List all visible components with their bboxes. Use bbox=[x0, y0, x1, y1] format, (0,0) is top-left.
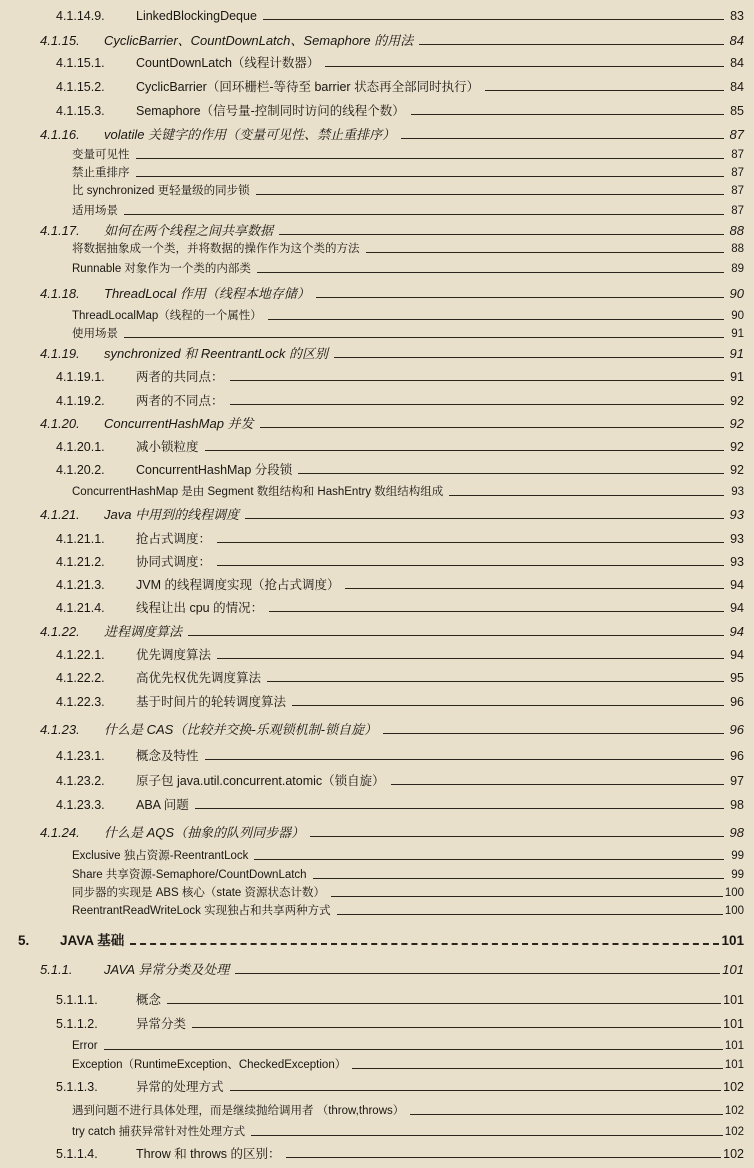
toc-page-number: 87 bbox=[731, 149, 744, 161]
toc-entry-number: 4.1.18. bbox=[40, 286, 80, 301]
toc-entry[interactable] bbox=[0, 346, 754, 362]
toc-page-number: 102 bbox=[723, 1080, 744, 1094]
toc-leader-line bbox=[136, 158, 725, 159]
toc-entry[interactable] bbox=[0, 992, 754, 1008]
toc-page-number: 101 bbox=[724, 1040, 744, 1052]
toc-entry-number: 4.1.19. bbox=[40, 346, 80, 361]
toc-entry-title: 将数据抽象成一个类，并将数据的操作作为这个类的方法 bbox=[72, 243, 360, 255]
toc-leader-line bbox=[217, 542, 724, 543]
toc-entry-number: 4.1.17. bbox=[40, 223, 80, 238]
toc-entry[interactable] bbox=[0, 326, 754, 342]
toc-entry-title: try catch 捕获异常针对性处理方式 bbox=[72, 1126, 246, 1138]
toc-entry-title: 禁止重排序 bbox=[72, 167, 130, 179]
toc-page-number: 100 bbox=[724, 905, 744, 917]
toc-page-number: 92 bbox=[730, 463, 744, 477]
toc-entry-number: 4.1.15.3. bbox=[56, 104, 105, 118]
toc-page-number: 94 bbox=[730, 601, 744, 615]
toc-entry-number: 4.1.15.2. bbox=[56, 80, 105, 94]
toc-entry[interactable] bbox=[0, 848, 754, 864]
toc-leader-line bbox=[217, 658, 724, 659]
toc-page-number: 84 bbox=[730, 80, 744, 94]
toc-entry[interactable] bbox=[0, 600, 754, 616]
toc-entry-title: 概念及特性 bbox=[136, 749, 199, 763]
toc-page-number: 93 bbox=[730, 555, 744, 569]
toc-entry-title: 适用场景 bbox=[72, 205, 118, 217]
toc-page-number: 98 bbox=[730, 798, 744, 812]
toc-leader-line bbox=[292, 705, 724, 706]
toc-entry-title: 概念 bbox=[136, 993, 162, 1007]
toc-entry[interactable] bbox=[0, 507, 754, 523]
toc-entry[interactable] bbox=[0, 286, 754, 302]
toc-leader-line bbox=[419, 44, 724, 45]
toc-page-number: 91 bbox=[729, 346, 744, 361]
toc-entry-title: 变量可见性 bbox=[72, 149, 130, 161]
toc-page-number: 100 bbox=[724, 887, 744, 899]
toc-page-number: 84 bbox=[730, 56, 744, 70]
toc-entry-title: JAVA 异常分类及处理 bbox=[104, 962, 230, 977]
toc-leader-line bbox=[449, 495, 724, 496]
toc-entry-number: 4.1.14.9. bbox=[56, 9, 105, 23]
toc-page-number: 91 bbox=[731, 328, 744, 340]
toc-entry[interactable] bbox=[0, 531, 754, 547]
toc-entry-title: 比 synchronized 更轻量级的同步锁 bbox=[72, 185, 250, 197]
toc-entry-number: 4.1.22.1. bbox=[56, 648, 105, 662]
toc-leader-line bbox=[267, 681, 724, 682]
toc-entry-title: ReentrantReadWriteLock 实现独占和共享两种方式 bbox=[72, 905, 331, 917]
toc-entry[interactable] bbox=[0, 1016, 754, 1032]
toc-page-number: 97 bbox=[730, 774, 744, 788]
toc-leader-line bbox=[411, 114, 724, 115]
toc-entry-title: Exception（RuntimeException、CheckedException） bbox=[72, 1059, 347, 1071]
toc-entry[interactable] bbox=[0, 554, 754, 570]
toc-entry[interactable] bbox=[0, 647, 754, 663]
toc-entry-number: 4.1.21.1. bbox=[56, 532, 105, 546]
toc-entry-number: 4.1.21. bbox=[40, 507, 80, 522]
toc-entry-title: CountDownLatch（线程计数器） bbox=[136, 56, 320, 70]
toc-entry-number: 5. bbox=[18, 933, 30, 948]
toc-page-number: 101 bbox=[723, 1017, 744, 1031]
toc-leader-line bbox=[260, 427, 724, 428]
toc-entry-title: CyclicBarrier（回环栅栏-等待至 barrier 状态再全部同时执行） bbox=[136, 80, 480, 94]
toc-leader-line bbox=[195, 808, 724, 809]
toc-entry-number: 4.1.21.3. bbox=[56, 578, 105, 592]
toc-leader-line bbox=[313, 878, 724, 879]
toc-entry[interactable] bbox=[0, 165, 754, 181]
toc-entry-title: 使用场景 bbox=[72, 328, 118, 340]
toc-page-number: 101 bbox=[724, 1059, 744, 1071]
toc-entry-title: synchronized 和 ReentrantLock 的区别 bbox=[104, 346, 328, 361]
toc-entry[interactable] bbox=[0, 33, 754, 49]
toc-page-number: 94 bbox=[729, 624, 744, 639]
toc-entry-title: ConcurrentHashMap 并发 bbox=[104, 416, 254, 431]
toc-page-number: 85 bbox=[730, 104, 744, 118]
toc-entry[interactable] bbox=[0, 773, 754, 789]
toc-entry-title: Share 共享资源-Semaphore/CountDownLatch bbox=[72, 869, 307, 881]
toc-page-number: 99 bbox=[731, 850, 744, 862]
toc-leader-line bbox=[316, 297, 724, 298]
toc-entry[interactable] bbox=[0, 962, 754, 978]
toc-page-number: 87 bbox=[731, 205, 744, 217]
toc-leader-line bbox=[269, 611, 724, 612]
toc-page-number: 89 bbox=[731, 263, 744, 275]
toc-entry[interactable] bbox=[0, 103, 754, 119]
toc-entry-title: Exclusive 独占资源-ReentrantLock bbox=[72, 850, 249, 862]
toc-entry-number: 4.1.23.2. bbox=[56, 774, 105, 788]
toc-entry-number: 4.1.24. bbox=[40, 825, 80, 840]
toc-page-number: 96 bbox=[730, 749, 744, 763]
toc-entry[interactable] bbox=[0, 885, 754, 901]
toc-leader-line bbox=[334, 357, 724, 358]
toc-entry-title: Error bbox=[72, 1040, 98, 1052]
toc-entry[interactable] bbox=[0, 903, 754, 919]
toc-page-number: 99 bbox=[731, 869, 744, 881]
toc-entry-title: 抢占式调度： bbox=[136, 532, 212, 546]
toc-page-number: 93 bbox=[730, 532, 744, 546]
toc-page-number: 102 bbox=[724, 1105, 744, 1117]
toc-entry-title: 什么是 AQS（抽象的队列同步器） bbox=[104, 825, 305, 840]
toc-entry-number: 5.1.1.2. bbox=[56, 1017, 98, 1031]
toc-leader-line bbox=[245, 518, 724, 519]
toc-page-number: 101 bbox=[721, 933, 744, 948]
toc-page-number: 90 bbox=[729, 286, 744, 301]
toc-leader-line bbox=[104, 1049, 723, 1050]
toc-entry-number: 5.1.1.3. bbox=[56, 1080, 98, 1094]
toc-entry[interactable] bbox=[0, 183, 754, 199]
toc-leader-line bbox=[345, 588, 724, 589]
toc-page-number: 84 bbox=[729, 33, 744, 48]
toc-page-number: 92 bbox=[730, 394, 744, 408]
toc-entry-number: 4.1.15.1. bbox=[56, 56, 105, 70]
toc-leader-line bbox=[167, 1003, 721, 1004]
toc-entry-title: JVM 的线程调度实现（抢占式调度） bbox=[136, 578, 340, 592]
toc-entry-title: 协同式调度： bbox=[136, 555, 212, 569]
toc-entry-number: 4.1.23.1. bbox=[56, 749, 105, 763]
toc-entry[interactable] bbox=[0, 722, 754, 738]
toc-page-number: 87 bbox=[729, 127, 744, 142]
toc-entry-title: 两者的不同点： bbox=[136, 394, 224, 408]
toc-entry[interactable] bbox=[0, 1079, 754, 1095]
toc-entry-title: 如何在两个线程之间共享数据 bbox=[104, 223, 274, 238]
toc-leader-line bbox=[286, 1157, 721, 1158]
toc-entry[interactable] bbox=[0, 797, 754, 813]
toc-leader-line bbox=[401, 138, 724, 139]
toc-entry-number: 4.1.22.3. bbox=[56, 695, 105, 709]
toc-entry[interactable] bbox=[0, 203, 754, 219]
toc-entry-title: ThreadLocalMap（线程的一个属性） bbox=[72, 310, 262, 322]
toc-entry-number: 4.1.23. bbox=[40, 722, 80, 737]
toc-entry-title: volatile 关键字的作用（变量可见性、禁止重排序） bbox=[104, 127, 396, 142]
toc-page-number: 93 bbox=[731, 486, 744, 498]
toc-entry[interactable] bbox=[0, 416, 754, 432]
toc-entry-title: 减小锁粒度 bbox=[136, 440, 199, 454]
toc-entry[interactable] bbox=[0, 624, 754, 640]
toc-entry[interactable] bbox=[0, 867, 754, 883]
toc-page-number: 101 bbox=[722, 962, 744, 977]
toc-entry-number: 4.1.16. bbox=[40, 127, 80, 142]
toc-entry-title: Java 中用到的线程调度 bbox=[104, 507, 240, 522]
toc-leader-line bbox=[391, 784, 724, 785]
toc-entry[interactable] bbox=[0, 79, 754, 95]
toc-entry[interactable] bbox=[0, 484, 754, 500]
toc-entry-number: 5.1.1.4. bbox=[56, 1147, 98, 1161]
toc-entry-title: 优先调度算法 bbox=[136, 648, 212, 662]
toc-entry[interactable] bbox=[0, 462, 754, 478]
toc-leader-line bbox=[192, 1027, 721, 1028]
toc-leader-line bbox=[279, 234, 724, 235]
toc-leader-line bbox=[257, 272, 724, 273]
toc-leader-line bbox=[310, 836, 724, 837]
toc-page-number: 83 bbox=[730, 9, 744, 23]
toc-entry-number: 4.1.20.2. bbox=[56, 463, 105, 477]
toc-entry-title: ABA 问题 bbox=[136, 798, 189, 812]
toc-entry[interactable] bbox=[0, 8, 754, 24]
toc-leader-line bbox=[136, 176, 725, 177]
toc-page-number: 94 bbox=[730, 578, 744, 592]
toc-entry[interactable] bbox=[0, 241, 754, 257]
toc-leader-line bbox=[256, 194, 724, 195]
toc-entry-number: 4.1.19.2. bbox=[56, 394, 105, 408]
toc-entry-title: 两者的共同点： bbox=[136, 370, 224, 384]
toc-entry-title: Runnable 对象作为一个类的内部类 bbox=[72, 263, 251, 275]
toc-entry[interactable] bbox=[0, 748, 754, 764]
toc-page-number: 88 bbox=[731, 243, 744, 255]
toc-entry[interactable] bbox=[0, 439, 754, 455]
toc-entry[interactable] bbox=[0, 1146, 754, 1162]
toc-entry-title: 异常分类 bbox=[136, 1017, 187, 1031]
toc-leader-line bbox=[235, 973, 720, 974]
toc-entry-number: 5.1.1.1. bbox=[56, 993, 98, 1007]
toc-leader-line bbox=[337, 914, 723, 915]
toc-page-number: 87 bbox=[731, 185, 744, 197]
toc-leader-line bbox=[230, 1090, 722, 1091]
toc-page-number: 102 bbox=[724, 1126, 744, 1138]
toc-leader-line bbox=[298, 473, 724, 474]
toc-entry-number: 4.1.22.2. bbox=[56, 671, 105, 685]
toc-entry-number: 4.1.21.2. bbox=[56, 555, 105, 569]
toc-entry-number: 4.1.21.4. bbox=[56, 601, 105, 615]
toc-leader-line bbox=[325, 66, 724, 67]
toc-leader-line bbox=[352, 1068, 723, 1069]
toc-page-number: 88 bbox=[729, 223, 744, 238]
toc-entry-number: 4.1.22. bbox=[40, 624, 80, 639]
toc-entry-title: 高优先权优先调度算法 bbox=[136, 671, 262, 685]
toc-entry-title: 异常的处理方式 bbox=[136, 1080, 224, 1094]
toc-leader-line bbox=[254, 859, 724, 860]
toc-entry-title: 进程调度算法 bbox=[104, 624, 183, 639]
toc-page-number: 90 bbox=[731, 310, 744, 322]
toc-entry[interactable] bbox=[0, 933, 754, 949]
toc-entry-title: Throw 和 throws 的区别： bbox=[136, 1147, 281, 1161]
toc-entry[interactable] bbox=[0, 369, 754, 385]
toc-entry[interactable] bbox=[0, 147, 754, 163]
toc-entry-number: 4.1.20.1. bbox=[56, 440, 105, 454]
toc-page-number: 94 bbox=[730, 648, 744, 662]
toc-entry[interactable] bbox=[0, 825, 754, 841]
toc-entry-number: 4.1.20. bbox=[40, 416, 80, 431]
toc-leader-line bbox=[230, 404, 724, 405]
toc-entry-title: 原子包 java.util.concurrent.atomic（锁自旋） bbox=[136, 774, 385, 788]
toc-page-number: 91 bbox=[730, 370, 744, 384]
toc-page-number: 96 bbox=[729, 722, 744, 737]
toc-entry-title: Semaphore（信号量-控制同时访问的线程个数） bbox=[136, 104, 405, 118]
toc-entry[interactable] bbox=[0, 393, 754, 409]
toc-leader-line bbox=[251, 1135, 723, 1136]
toc-leader-line bbox=[205, 450, 724, 451]
toc-entry-title: LinkedBlockingDeque bbox=[136, 9, 257, 23]
toc-page-number: 102 bbox=[723, 1147, 744, 1161]
toc-leader-line bbox=[205, 759, 724, 760]
toc-entry[interactable] bbox=[0, 1057, 754, 1073]
toc-entry[interactable] bbox=[0, 1124, 754, 1140]
toc-leader-line bbox=[485, 90, 724, 91]
toc-leader-line bbox=[331, 896, 723, 897]
toc-page-number: 95 bbox=[730, 671, 744, 685]
toc-entry-title: CyclicBarrier、CountDownLatch、Semaphore 的用法 bbox=[104, 33, 414, 48]
toc-page-number: 87 bbox=[731, 167, 744, 179]
toc-entry-title: ConcurrentHashMap 分段锁 bbox=[136, 463, 293, 477]
toc-entry-title: ThreadLocal 作用（线程本地存储） bbox=[104, 286, 310, 301]
toc-entry[interactable] bbox=[0, 577, 754, 593]
toc-leader-line bbox=[188, 635, 724, 636]
toc-entry[interactable] bbox=[0, 1038, 754, 1054]
toc-leader-line bbox=[130, 943, 719, 945]
toc-entry[interactable] bbox=[0, 1103, 754, 1119]
toc-entry[interactable] bbox=[0, 55, 754, 71]
toc-leader-line bbox=[124, 214, 724, 215]
toc-entry[interactable] bbox=[0, 308, 754, 324]
toc-page-number: 93 bbox=[729, 507, 744, 522]
toc-entry-number: 4.1.19.1. bbox=[56, 370, 105, 384]
toc-entry[interactable] bbox=[0, 223, 754, 239]
toc-leader-line bbox=[124, 337, 724, 338]
toc-entry-title: 什么是 CAS（比较并交换-乐观锁机制-锁自旋） bbox=[104, 722, 378, 737]
toc-entry-title: 遇到问题不进行具体处理，而是继续抛给调用者 （throw,throws） bbox=[72, 1105, 405, 1117]
toc-entry-title: 同步器的实现是 ABS 核心（state 资源状态计数） bbox=[72, 887, 326, 899]
toc-entry-number: 4.1.23.3. bbox=[56, 798, 105, 812]
toc-entry-number: 5.1.1. bbox=[40, 962, 73, 977]
toc-leader-line bbox=[268, 319, 724, 320]
toc-page-number: 92 bbox=[729, 416, 744, 431]
toc-page-number: 96 bbox=[730, 695, 744, 709]
toc-leader-line bbox=[410, 1114, 723, 1115]
toc-leader-line bbox=[366, 252, 725, 253]
toc-leader-line bbox=[217, 565, 724, 566]
toc-entry-title: 线程让出 cpu 的情况： bbox=[136, 601, 264, 615]
toc-entry[interactable] bbox=[0, 261, 754, 277]
toc-entry-title: 基于时间片的轮转调度算法 bbox=[136, 695, 287, 709]
toc-leader-line bbox=[230, 380, 724, 381]
toc-leader-line bbox=[383, 733, 724, 734]
toc-entry-title: ConcurrentHashMap 是由 Segment 数组结构和 HashEntry 数组结构组成 bbox=[72, 486, 444, 498]
toc-page-number: 101 bbox=[723, 993, 744, 1007]
toc-leader-line bbox=[263, 19, 724, 20]
toc-page-number: 92 bbox=[730, 440, 744, 454]
toc-entry[interactable] bbox=[0, 127, 754, 143]
toc-entry[interactable] bbox=[0, 694, 754, 710]
toc-entry-number: 4.1.15. bbox=[40, 33, 80, 48]
toc-entry-title: JAVA 基础 bbox=[60, 933, 125, 948]
toc-page-number: 98 bbox=[729, 825, 744, 840]
toc-entry[interactable] bbox=[0, 670, 754, 686]
